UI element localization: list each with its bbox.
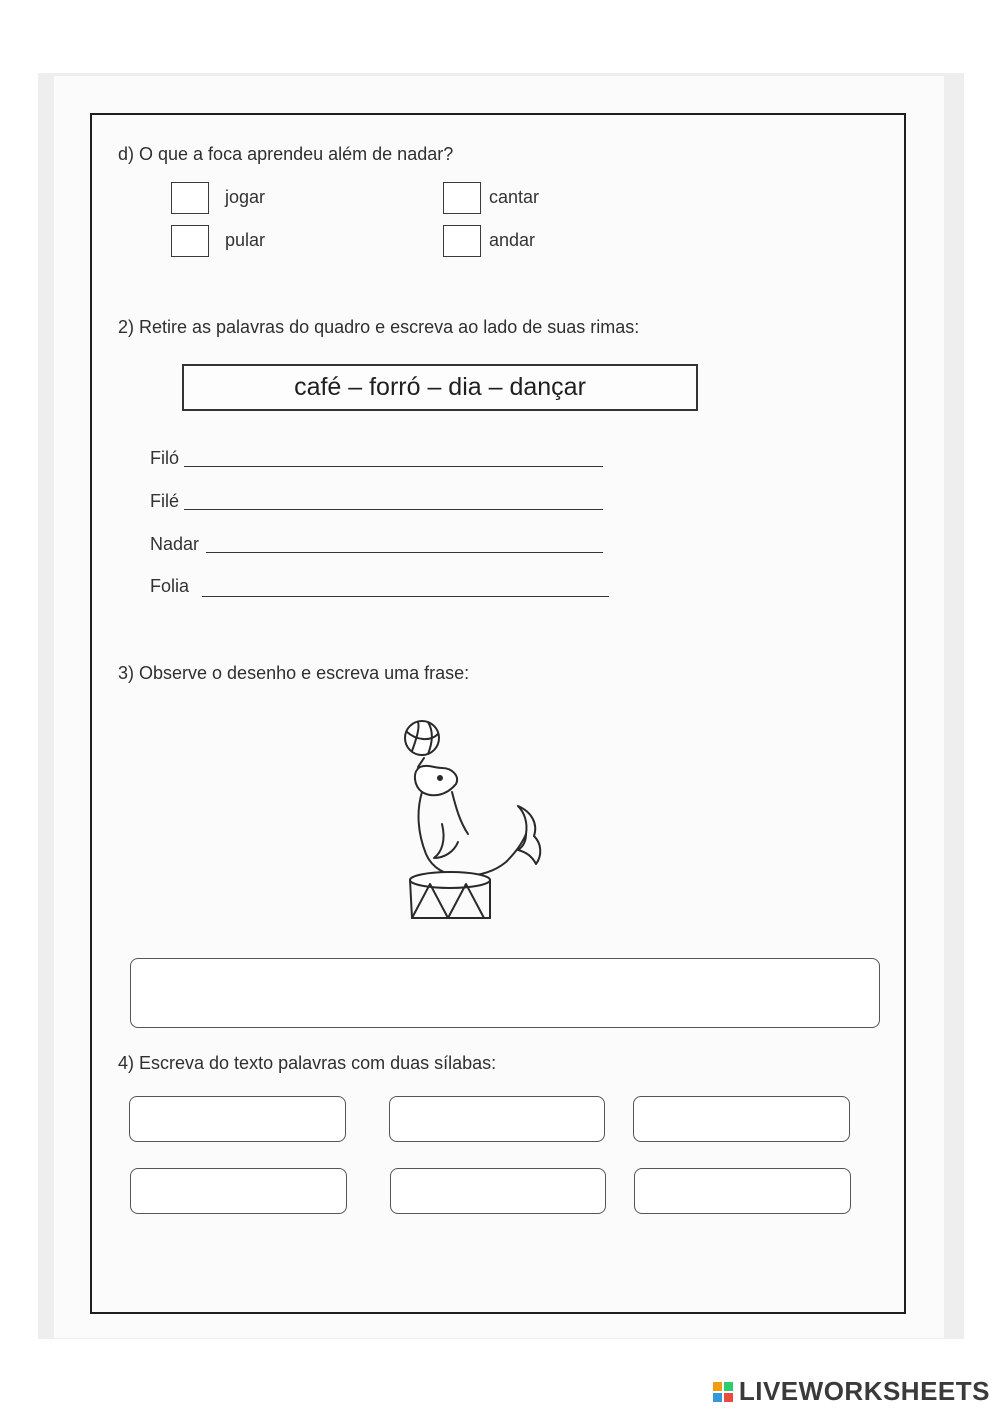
sentence-answer-box[interactable]: [130, 958, 880, 1028]
checkbox-andar[interactable]: [443, 225, 481, 257]
rhyme-answer-line-nadar[interactable]: [206, 552, 603, 553]
syllable-answer-box-5[interactable]: [390, 1168, 606, 1214]
logo-square-blue: [713, 1393, 722, 1402]
word-bank-text: café – forró – dia – dançar: [294, 373, 586, 401]
syllable-answer-box-1[interactable]: [129, 1096, 346, 1142]
question-3-prompt: 3) Observe o desenho e escreva uma frase:: [118, 663, 470, 683]
syllable-answer-box-6[interactable]: [634, 1168, 851, 1214]
question-4-prompt: 4) Escreva do texto palavras com duas sílabas:: [118, 1053, 497, 1073]
rhyme-label-filo: Filó: [150, 448, 180, 468]
question-d-prompt: d) O que a foca aprendeu além de nadar?: [118, 144, 454, 164]
rhyme-answer-line-folia[interactable]: [202, 596, 609, 597]
syllable-answer-box-4[interactable]: [130, 1168, 347, 1214]
question-2-prompt: 2) Retire as palavras do quadro e escreva ao lado de suas rimas:: [118, 317, 640, 337]
rhyme-answer-line-file[interactable]: [184, 509, 603, 510]
rhyme-label-nadar: Nadar: [150, 534, 200, 554]
logo-square-green: [724, 1382, 733, 1391]
option-label-pular: pular: [225, 230, 266, 250]
logo-square-orange: [713, 1382, 722, 1391]
logo-square-red: [724, 1393, 733, 1402]
liveworksheets-logo-icon: [713, 1382, 733, 1402]
checkbox-cantar[interactable]: [443, 182, 481, 214]
checkbox-jogar[interactable]: [171, 182, 209, 214]
rhyme-label-folia: Folia: [150, 576, 190, 596]
rhyme-label-file: Filé: [150, 491, 180, 511]
liveworksheets-brand-text: LIVEWORKSHEETS: [738, 1376, 990, 1406]
checkbox-pular[interactable]: [171, 225, 209, 257]
option-label-cantar: cantar: [489, 187, 540, 207]
liveworksheets-logo[interactable]: [713, 1376, 990, 1407]
rhyme-answer-line-filo[interactable]: [184, 466, 603, 467]
word-bank-box: [182, 364, 698, 411]
option-label-jogar: jogar: [225, 187, 266, 207]
syllable-answer-box-3[interactable]: [633, 1096, 850, 1142]
syllable-answer-box-2[interactable]: [389, 1096, 605, 1142]
option-label-andar: andar: [489, 230, 536, 250]
seal-balancing-ball-icon: [398, 712, 548, 927]
